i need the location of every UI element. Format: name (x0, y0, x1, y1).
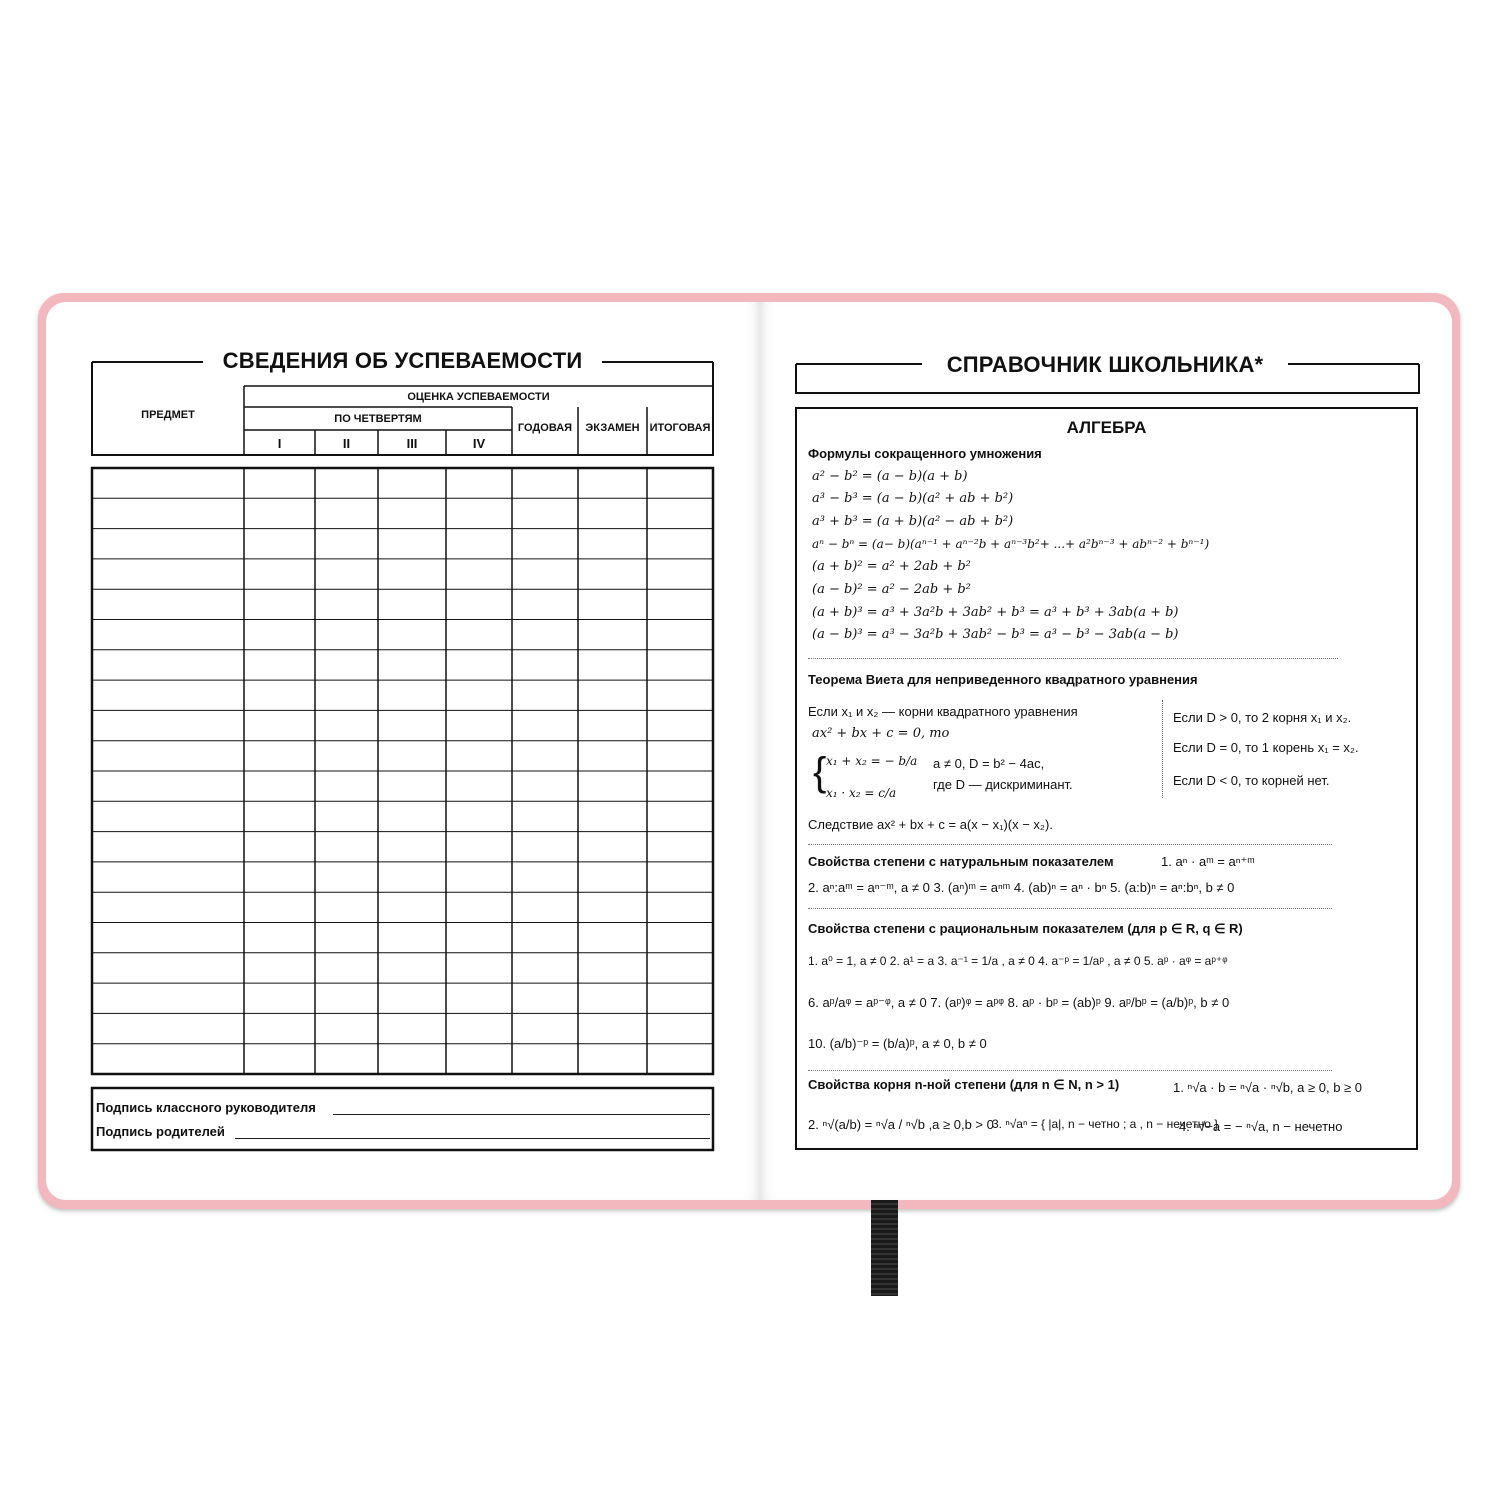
system-brace: { (813, 750, 827, 794)
formula-line: (a + b)² = a² + 2ab + b² (812, 559, 971, 574)
formula-line: (a − b)³ = a³ − 3a²b + 3ab² − b³ = a³ − b³ − 3ab(a − b) (812, 627, 1179, 642)
rational-exponent-rules-1: 1. a⁰ = 1, a ≠ 0 2. a¹ = a 3. a⁻¹ = 1/a , a ≠ 0 4. a⁻ᵖ = 1/aᵖ , a ≠ 0 5. aᵖ · aᵠ = aᵖ⁺ᵠ (808, 954, 1228, 968)
vieta-product: x₁ · x₂ = c/a (826, 786, 897, 800)
natural-exponent-rules: 2. aⁿ:aᵐ = aⁿ⁻ᵐ, a ≠ 0 3. (aⁿ)ᵐ = aⁿᵐ 4. (ab)ⁿ = aⁿ · bⁿ 5. (a:b)ⁿ = aⁿ:bⁿ, b ≠ 0 (808, 880, 1235, 895)
divider (808, 1070, 1332, 1071)
reference-title: СПРАВОЧНИК ШКОЛЬНИКА* (946, 352, 1264, 377)
final-header: ИТОГОВАЯ (649, 422, 711, 434)
formula-line: (a − b)² = a² − 2ab + b² (812, 582, 971, 597)
grade-section-title: СВЕДЕНИЯ ОБ УСПЕВАЕМОСТИ (222, 348, 583, 373)
rational-exponent-rule-10: 10. (a/b)⁻ᵖ = (b/a)ᵖ, a ≠ 0, b ≠ 0 (808, 1036, 987, 1051)
discriminant-text: a ≠ 0, D = b² − 4ac, (933, 756, 1045, 771)
root-rule-1: 1. ⁿ√a · b = ⁿ√a · ⁿ√b, a ≥ 0, b ≥ 0 (1173, 1080, 1363, 1095)
multiplication-formulas-title: Формулы сокращенного умножения (808, 446, 1042, 461)
root-rule-4: 4. ⁿ√−a = − ⁿ√a, n − нечетно (1179, 1119, 1343, 1134)
formula-line: a³ − b³ = (a − b)(a² + ab + b²) (812, 491, 1014, 506)
teacher-signature-label: Подпись классного руководителя (96, 1100, 316, 1115)
annual-header: ГОДОВАЯ (517, 422, 573, 434)
root-properties-title: Свойства корня n-ной степени (для n ∈ N, n > 1) (808, 1077, 1120, 1092)
root-rule-3: 3. ⁿ√aⁿ = { |a|, n − четно ; a , n − нечетно } (992, 1117, 1219, 1131)
vieta-corollary: Следствие ax² + bx + c = a(x − x₁)(x − x₂). (808, 817, 1053, 832)
quarter-1-header: I (277, 436, 282, 451)
parents-signature-label: Подпись родителей (96, 1124, 225, 1139)
formula-line: aⁿ − bⁿ = (a− b)(aⁿ⁻¹ + aⁿ⁻²b + aⁿ⁻³b²+ ...+ a²bⁿ⁻³ + abⁿ⁻² + bⁿ⁻¹) (812, 537, 1210, 551)
quarters-header: ПО ЧЕТВЕРТЯМ (334, 413, 422, 425)
quarter-3-header: III (406, 436, 418, 451)
algebra-heading: АЛГЕБРА (1066, 418, 1147, 437)
subject-header: ПРЕДМЕТ (141, 409, 195, 421)
root-rule-2: 2. ⁿ√(a/b) = ⁿ√a / ⁿ√b ,a ≥ 0,b > 0 (808, 1117, 994, 1132)
vieta-sum: x₁ + x₂ = − b/a (826, 754, 918, 768)
formula-line: a² − b² = (a − b)(a + b) (812, 469, 968, 484)
vieta-separator (1162, 700, 1163, 798)
quarter-2-header: II (342, 436, 351, 451)
vieta-text: Если x₁ и x₂ — корни квадратного уравнения (808, 704, 1078, 719)
vieta-title: Теорема Виета для неприведенного квадратного уравнения (808, 672, 1198, 687)
rational-exponent-title: Свойства степени с рациональным показателем (для p ∈ R, q ∈ R) (808, 921, 1243, 936)
quarter-4-header: IV (472, 436, 486, 451)
exam-header: ЭКЗАМЕН (585, 422, 640, 434)
formula-line: a³ + b³ = (a + b)(a² − ab + b²) (812, 514, 1014, 529)
discriminant-note: где D — дискриминант. (933, 777, 1073, 792)
divider (808, 658, 1338, 659)
natural-exponent-title: Свойства степени с натуральным показателем (808, 854, 1114, 869)
case-no-roots: Если D < 0, то корней нет. (1173, 773, 1330, 788)
grades-header: ОЦЕНКА УСПЕВАЕМОСТИ (407, 391, 550, 403)
case-one-root: Если D = 0, то 1 корень x₁ = x₂. (1173, 740, 1359, 755)
case-two-roots: Если D > 0, то 2 корня x₁ и x₂. (1173, 710, 1352, 725)
divider (808, 908, 1332, 909)
natural-exponent-rule-1: 1. aⁿ · aᵐ = aⁿ⁺ᵐ (1161, 854, 1255, 869)
vieta-equation: ax² + bx + c = 0, то (812, 726, 950, 741)
divider (808, 844, 1332, 845)
rational-exponent-rules-2: 6. aᵖ/aᵠ = aᵖ⁻ᵠ, a ≠ 0 7. (aᵖ)ᵠ = aᵖᵠ 8. aᵖ · bᵖ = (ab)ᵖ 9. aᵖ/bᵖ = (a/b)ᵖ, b ≠ 0 (808, 995, 1230, 1010)
formula-line: (a + b)³ = a³ + 3a²b + 3ab² + b³ = a³ + b³ + 3ab(a + b) (812, 605, 1179, 620)
